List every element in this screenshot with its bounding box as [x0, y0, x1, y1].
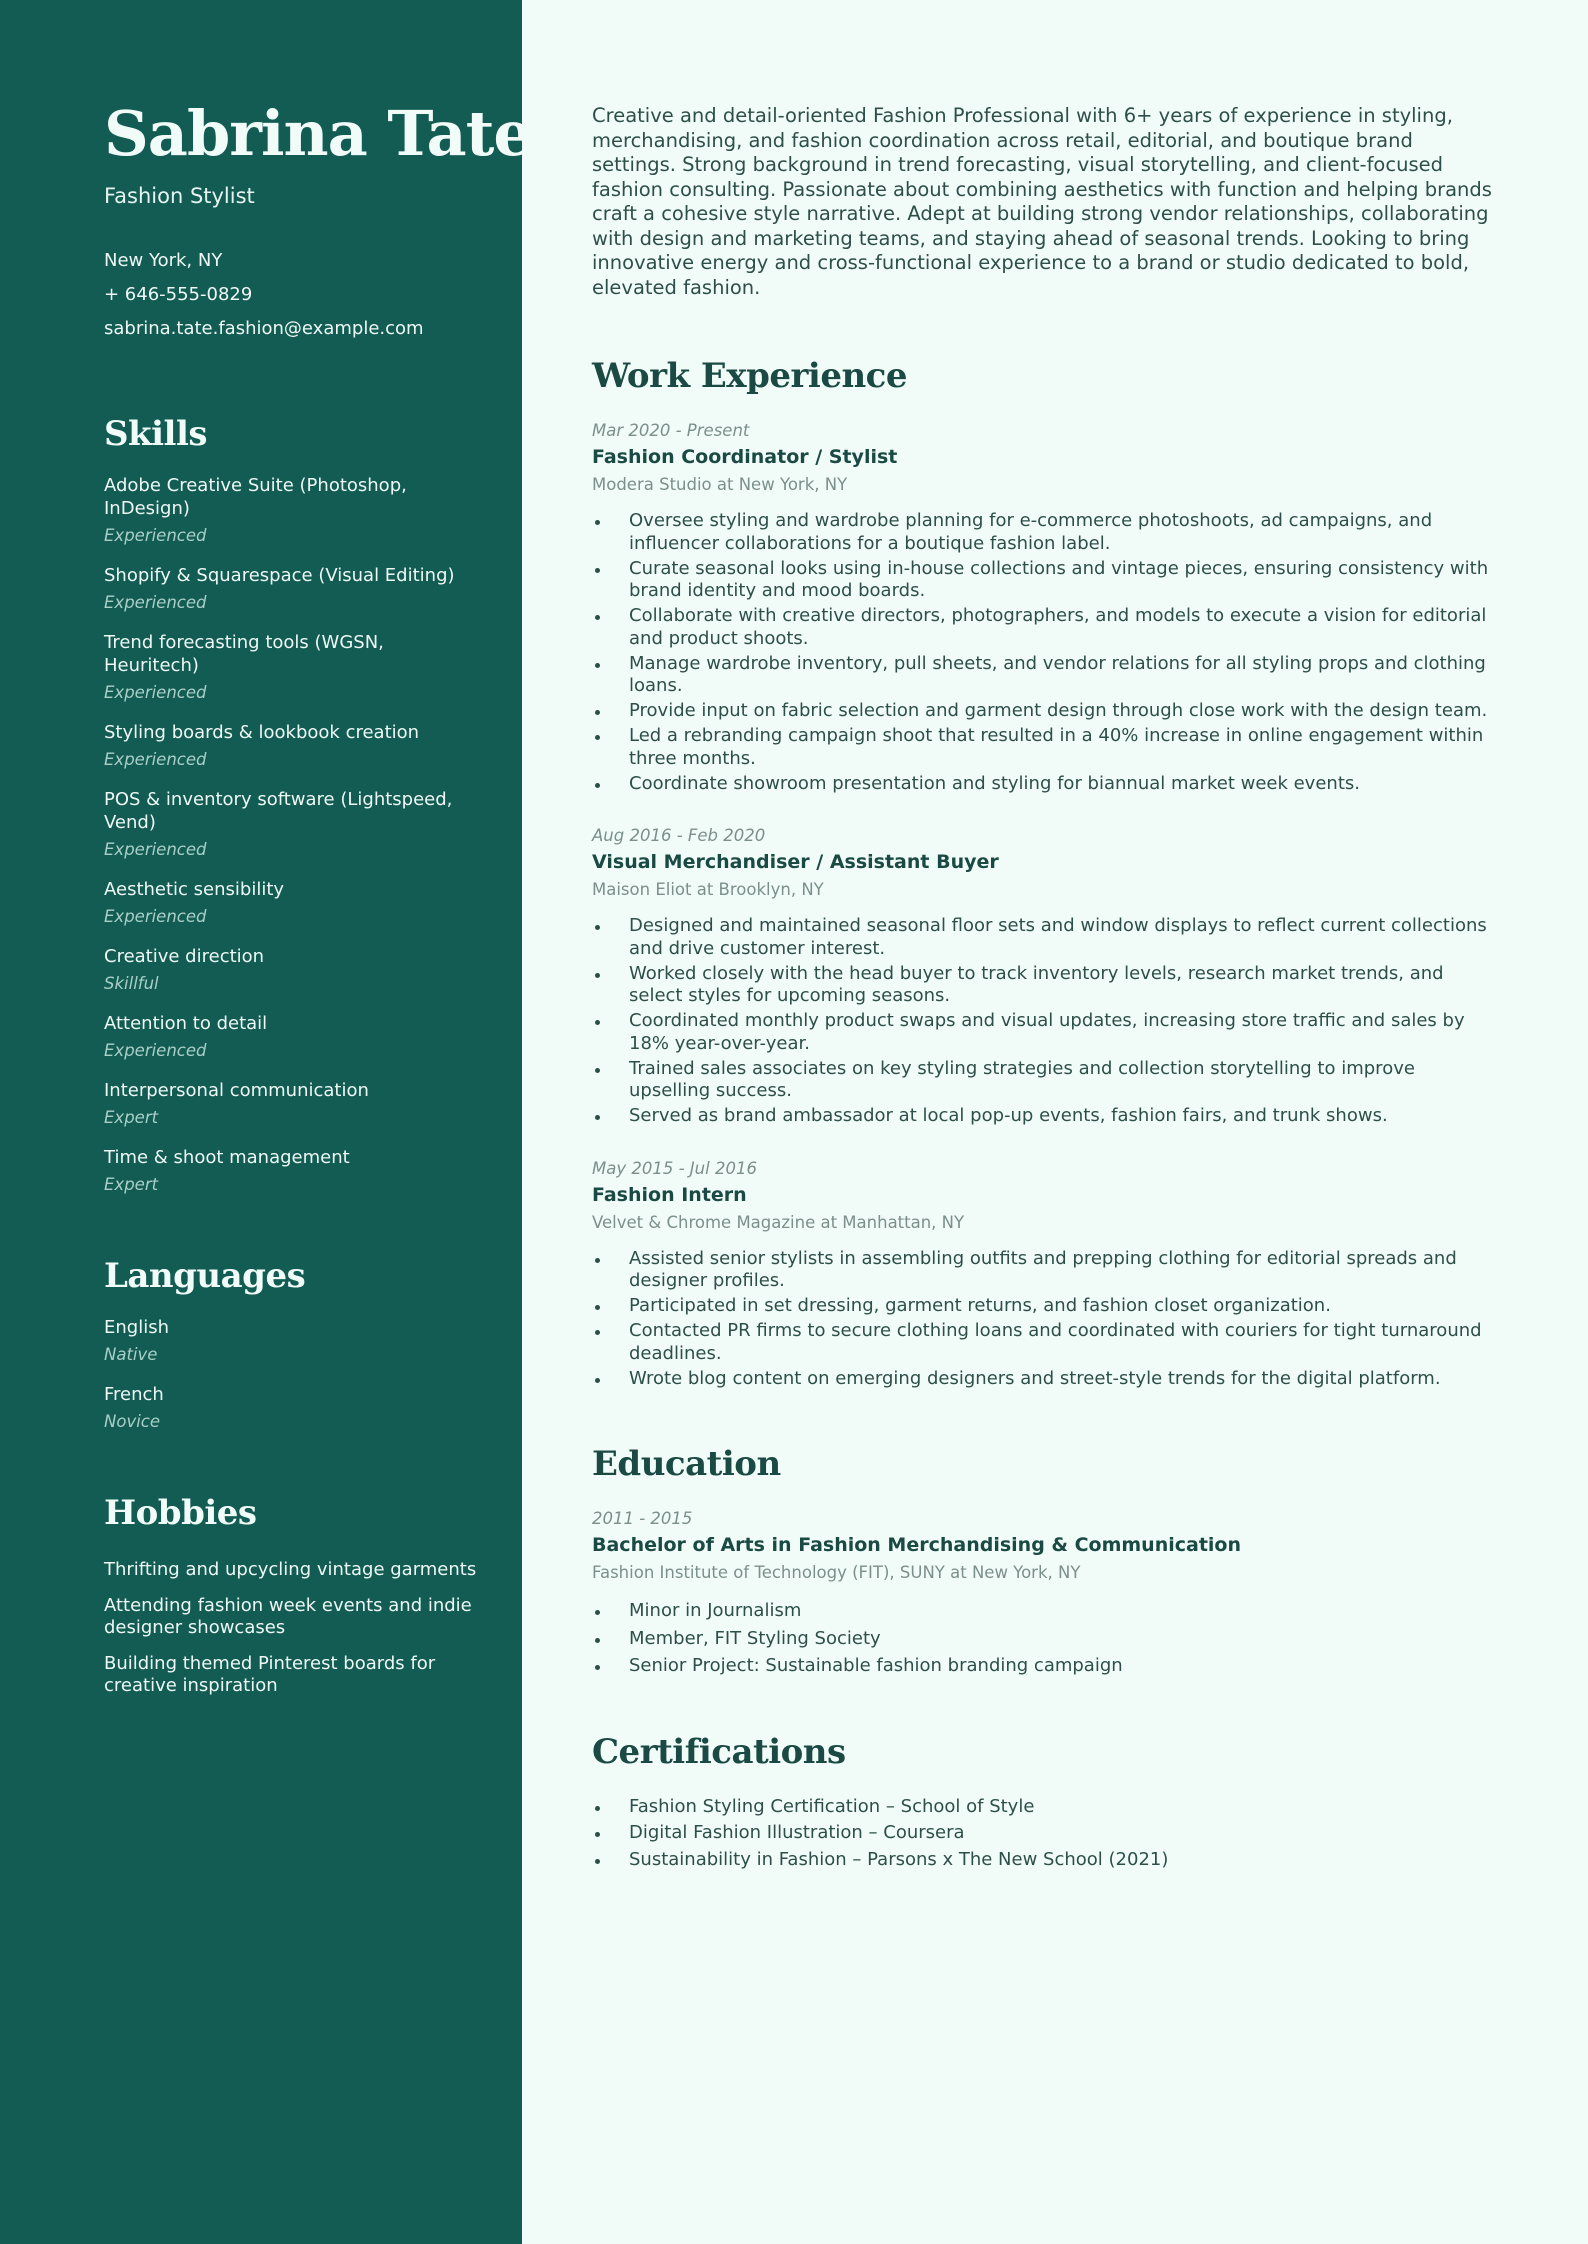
certifications-list	[592, 1796, 1492, 1872]
job-bullets	[592, 915, 1492, 1128]
skill-item	[104, 564, 482, 614]
hobby-item: Attending fashion week events and indie designer showcases	[104, 1595, 472, 1638]
language-name: English	[104, 1317, 169, 1338]
skill-level: Expert	[104, 1175, 159, 1194]
skills-section	[104, 412, 482, 1196]
education-bullet: Member, FIT Styling Society	[592, 1628, 1492, 1651]
skill-name: Styling boards & lookbook creation	[104, 722, 420, 743]
sidebar	[0, 0, 532, 2244]
skill-level: Experienced	[104, 750, 207, 769]
skill-item	[104, 878, 482, 928]
certification-item: Digital Fashion Illustration – Coursera	[592, 1822, 1492, 1845]
main-content	[592, 104, 1492, 1875]
hobby-item: Thrifting and upcycling vintage garments	[104, 1559, 477, 1580]
job-bullet: Worked closely with the head buyer to track inventory levels, research market trends, and select styles for upcoming seasons.	[592, 963, 1492, 1008]
skill-item	[104, 1079, 482, 1129]
language-level: Native	[104, 1345, 158, 1364]
education-degree: Bachelor of Arts in Fashion Merchandising & Communication	[592, 1534, 1242, 1556]
job-bullet: Collaborate with creative directors, photographers, and models to execute a vision for editorial and product shoots.	[592, 605, 1492, 650]
contact-phone: + 646-555-0829	[104, 284, 253, 305]
education-bullet: Senior Project: Sustainable fashion branding campaign	[592, 1655, 1492, 1678]
certification-item: Sustainability in Fashion – Parsons x The New School (2021)	[592, 1849, 1492, 1872]
skill-item	[104, 474, 482, 547]
job-entry	[592, 420, 1492, 795]
language-item	[104, 1383, 482, 1433]
professional-summary: Creative and detail-oriented Fashion Professional with 6+ years of experience in styling, merchandising, and fashion coordination across retail, editorial, and boutique brand settings. Strong background in trend forecasting, visual storytelling, and client-focused fashion consulting. Passionate about combining aesthetics with function and helping brands craft a cohesive style narrative. Adept at building strong vendor relationships, collaborating with design and marketing teams, and staying ahead of seasonal trends. Looking to bring innovative energy and cross-functional experience to a brand or studio dedicated to bold, elevated fashion.	[592, 104, 1492, 299]
job-bullet: Coordinate showroom presentation and styling for biannual market week events.	[592, 773, 1492, 796]
work-experience-heading: Work Experience	[592, 356, 908, 396]
skill-item	[104, 1012, 482, 1062]
job-company: Maison Eliot at Brooklyn, NY	[592, 880, 824, 899]
hobbies-section	[104, 1491, 482, 1697]
education-section	[592, 1442, 1492, 1678]
language-level: Novice	[104, 1412, 161, 1431]
education-heading: Education	[592, 1444, 781, 1484]
job-bullet: Manage wardrobe inventory, pull sheets, and vendor relations for all styling props and clothing loans.	[592, 653, 1492, 698]
education-date: 2011 - 2015	[592, 1509, 693, 1528]
job-bullet: Trained sales associates on key styling strategies and collection storytelling to improve upselling success.	[592, 1058, 1492, 1103]
certification-item: Fashion Styling Certification – School of Style	[592, 1796, 1492, 1819]
job-company: Velvet & Chrome Magazine at Manhattan, NY	[592, 1212, 965, 1232]
education-bullet: Minor in Journalism	[592, 1600, 1492, 1623]
education-bullets	[592, 1600, 1492, 1678]
skill-name: POS & inventory software (Lightspeed, Vend)	[104, 789, 453, 833]
skill-item	[104, 945, 482, 995]
contact-location: New York, NY	[104, 250, 223, 271]
contact-email: sabrina.tate.fashion@example.com	[104, 318, 424, 339]
hobbies-heading: Hobbies	[104, 1493, 257, 1533]
languages-section	[104, 1254, 482, 1433]
job-date: Mar 2020 - Present	[592, 421, 750, 440]
skill-name: Interpersonal communication	[104, 1080, 369, 1101]
certifications-section	[592, 1730, 1492, 1872]
education-school: Fashion Institute of Technology (FIT), SUNY at New York, NY	[592, 1563, 1081, 1582]
languages-heading: Languages	[104, 1256, 306, 1296]
job-bullet: Coordinated monthly product swaps and visual updates, increasing store traffic and sales by 18% year-over-year.	[592, 1010, 1492, 1055]
job-bullets	[592, 510, 1492, 795]
job-entry	[592, 825, 1492, 1128]
skill-level: Experienced	[104, 683, 207, 702]
skill-item	[104, 721, 482, 771]
language-item	[104, 1316, 482, 1366]
job-title: Fashion Stylist	[104, 184, 255, 208]
skill-level: Experienced	[104, 593, 207, 612]
job-entry	[592, 1158, 1492, 1391]
skill-level: Skillful	[104, 974, 159, 993]
work-experience-section	[592, 354, 1492, 1390]
skill-name: Aesthetic sensibility	[104, 879, 285, 900]
job-position: Fashion Intern	[592, 1183, 747, 1206]
skill-level: Experienced	[104, 1041, 207, 1060]
job-date: Aug 2016 - Feb 2020	[592, 826, 766, 845]
job-bullet: Assisted senior stylists in assembling outfits and prepping clothing for editorial spreads and designer profiles.	[592, 1248, 1492, 1293]
job-date: May 2015 - Jul 2016	[592, 1158, 757, 1178]
skill-name: Shopify & Squarespace (Visual Editing)	[104, 565, 455, 586]
skill-level: Experienced	[104, 840, 207, 859]
job-bullet: Provide input on fabric selection and garment design through close work with the design team.	[592, 700, 1492, 723]
skill-item	[104, 788, 482, 861]
hobby-item: Building themed Pinterest boards for creative inspiration	[104, 1653, 436, 1696]
skill-item	[104, 1146, 482, 1196]
skill-name: Attention to detail	[104, 1013, 268, 1034]
skill-name: Creative direction	[104, 946, 265, 967]
candidate-name: Sabrina Tate	[104, 97, 532, 170]
job-bullet: Designed and maintained seasonal floor sets and window displays to reflect current collections and drive customer interest.	[592, 915, 1492, 960]
job-bullet: Wrote blog content on emerging designers and street-style trends for the digital platform.	[592, 1368, 1492, 1391]
skills-heading: Skills	[104, 414, 208, 454]
skill-level: Expert	[104, 1108, 159, 1127]
job-bullet: Led a rebranding campaign shoot that resulted in a 40% increase in online engagement within three months.	[592, 725, 1492, 770]
skill-level: Experienced	[104, 907, 207, 926]
skill-name: Time & shoot management	[104, 1147, 350, 1168]
skill-item	[104, 631, 482, 704]
contact-info	[104, 244, 482, 346]
skill-name: Trend forecasting tools (WGSN, Heuritech)	[104, 632, 384, 676]
certifications-heading: Certifications	[592, 1731, 846, 1772]
skill-level: Experienced	[104, 526, 207, 545]
skill-name: Adobe Creative Suite (Photoshop, InDesign)	[104, 475, 407, 519]
job-bullet: Contacted PR firms to secure clothing loans and coordinated with couriers for tight turnaround deadlines.	[592, 1320, 1492, 1365]
education-entry	[592, 1508, 1492, 1678]
job-position: Fashion Coordinator / Stylist	[592, 446, 898, 468]
job-bullet: Curate seasonal looks using in-house collections and vintage pieces, ensuring consistency with brand identity and mood boards.	[592, 558, 1492, 603]
job-bullets	[592, 1248, 1492, 1391]
job-position: Visual Merchandiser / Assistant Buyer	[592, 851, 999, 873]
job-bullet: Served as brand ambassador at local pop-up events, fashion fairs, and trunk shows.	[592, 1105, 1492, 1128]
language-name: French	[104, 1384, 164, 1405]
job-bullet: Participated in set dressing, garment returns, and fashion closet organization.	[592, 1295, 1492, 1318]
job-company: Modera Studio at New York, NY	[592, 475, 848, 494]
job-bullet: Oversee styling and wardrobe planning for e-commerce photoshoots, ad campaigns, and influencer collaborations for a boutique fashion label.	[592, 510, 1492, 555]
